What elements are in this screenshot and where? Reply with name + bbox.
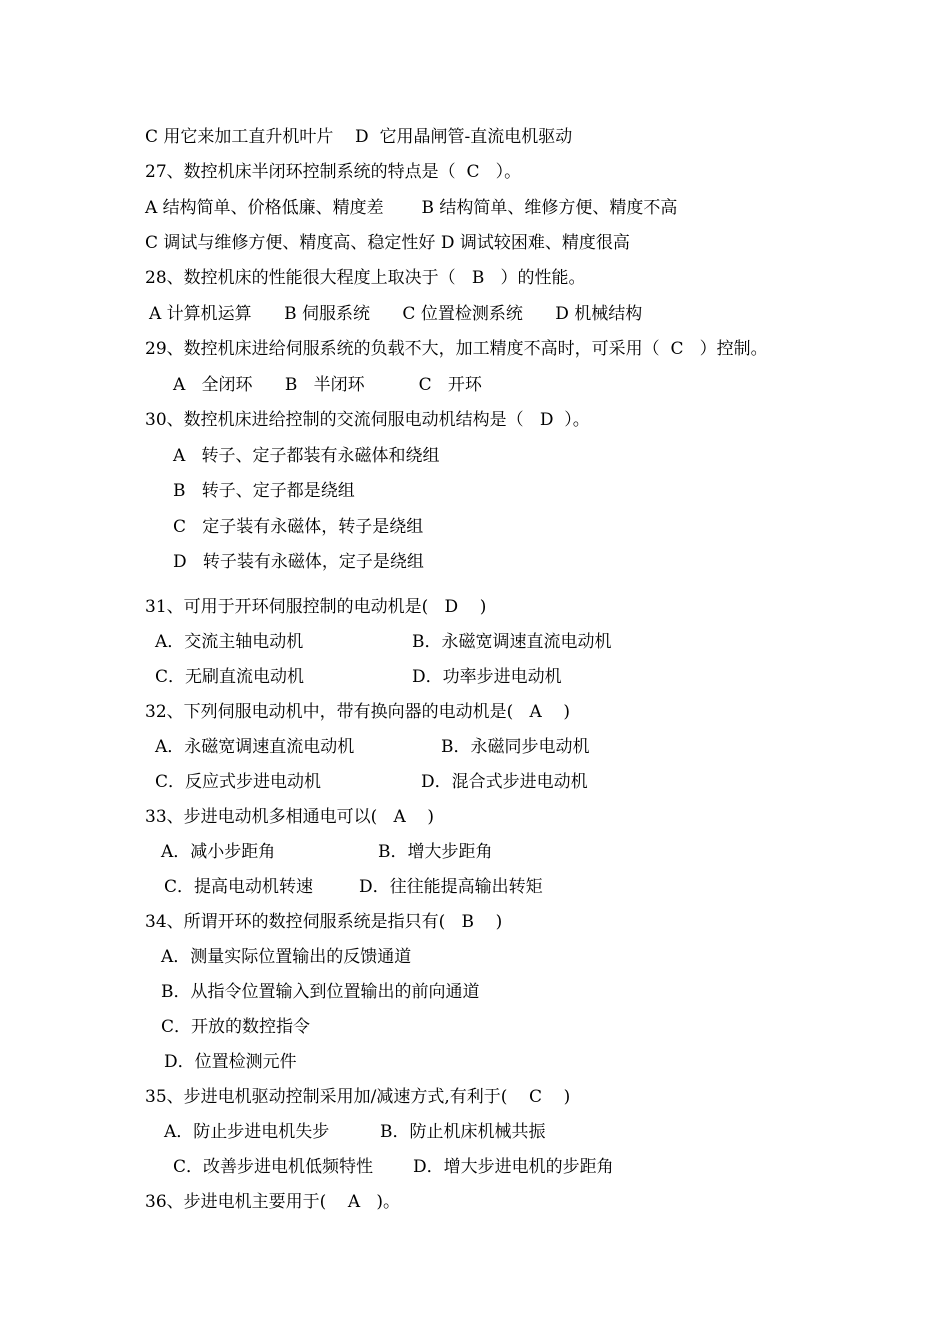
q32-option-a: A．永磁宽调速直流电动机: [155, 737, 355, 757]
q30-question: 30、数控机床进给控制的交流伺服电动机结构是（ D ）。: [145, 410, 590, 430]
q32-question: 32、下列伺服电动机中，带有换向器的电动机是( A ): [145, 702, 570, 722]
q34-option-d: D．位置检测元件: [164, 1052, 297, 1072]
q31-option-a: A．交流主轴电动机: [155, 632, 304, 652]
q35-option-a: A．防止步进电机失步: [164, 1122, 330, 1142]
q27-option-cd: C 调试与维修方便、精度高、稳定性好 D 调试较困难、精度很高: [145, 233, 630, 253]
q28-question: 28、数控机床的性能很大程度上取决于（ B ）的性能。: [145, 268, 586, 288]
q32-option-d: D．混合式步进电动机: [421, 772, 588, 792]
q29-options: A 全闭环 B 半闭环 C 开环: [173, 375, 482, 395]
q33-question: 33、步进电动机多相通电可以( A ): [145, 807, 434, 827]
q34-option-c: C．开放的数控指令: [161, 1017, 311, 1037]
q32-option-c: C．反应式步进电动机: [155, 772, 322, 792]
q35-question: 35、步进电机驱动控制采用加/减速方式,有利于( C ): [145, 1087, 571, 1107]
q27-option-ab: A 结构简单、价格低廉、精度差 B 结构简单、维修方便、精度不高: [145, 198, 678, 218]
q35-option-b: B．防止机床机械共振: [380, 1122, 546, 1142]
q31-option-c: C．无刷直流电动机: [155, 667, 305, 687]
q35-option-d: D．增大步进电机的步距角: [413, 1157, 614, 1177]
q30-option-d: D 转子装有永磁体，定子是绕组: [173, 552, 424, 572]
q29-question: 29、数控机床进给伺服系统的负载不大，加工精度不高时，可采用（ C ）控制。: [145, 339, 768, 359]
q30-option-a: A 转子、定子都装有永磁体和绕组: [173, 446, 440, 466]
q31-option-d: D．功率步进电动机: [412, 667, 562, 687]
q33-option-a: A．减小步距角: [161, 842, 276, 862]
q35-option-c: C．改善步进电机低频特性: [173, 1157, 374, 1177]
q34-option-a: A．测量实际位置输出的反馈通道: [161, 947, 412, 967]
q34-question: 34、所谓开环的数控伺服系统是指只有( B ): [145, 912, 503, 932]
q36-question: 36、步进电机主要用于( A )。: [145, 1192, 400, 1212]
q26-option-cd: C 用它来加工直升机叶片 D 它用晶闸管-直流电机驱动: [145, 127, 573, 147]
q27-question: 27、数控机床半闭环控制系统的特点是（ C ）。: [145, 162, 522, 182]
q30-option-b: B 转子、定子都是绕组: [173, 481, 355, 501]
q31-option-b: B．永磁宽调速直流电动机: [412, 632, 612, 652]
q34-option-b: B．从指令位置输入到位置输出的前向通道: [161, 982, 480, 1002]
q32-option-b: B．永磁同步电动机: [441, 737, 590, 757]
q33-option-b: B．增大步距角: [378, 842, 493, 862]
q31-question: 31、可用于开环伺服控制的电动机是( D ): [145, 597, 487, 617]
q30-option-c: C 定子装有永磁体，转子是绕组: [173, 517, 424, 537]
q33-option-c: C．提高电动机转速: [164, 877, 314, 897]
q33-option-d: D．往往能提高输出转矩: [359, 877, 543, 897]
q28-options: A 计算机运算 B 伺服系统 C 位置检测系统 D 机械结构: [149, 304, 643, 324]
